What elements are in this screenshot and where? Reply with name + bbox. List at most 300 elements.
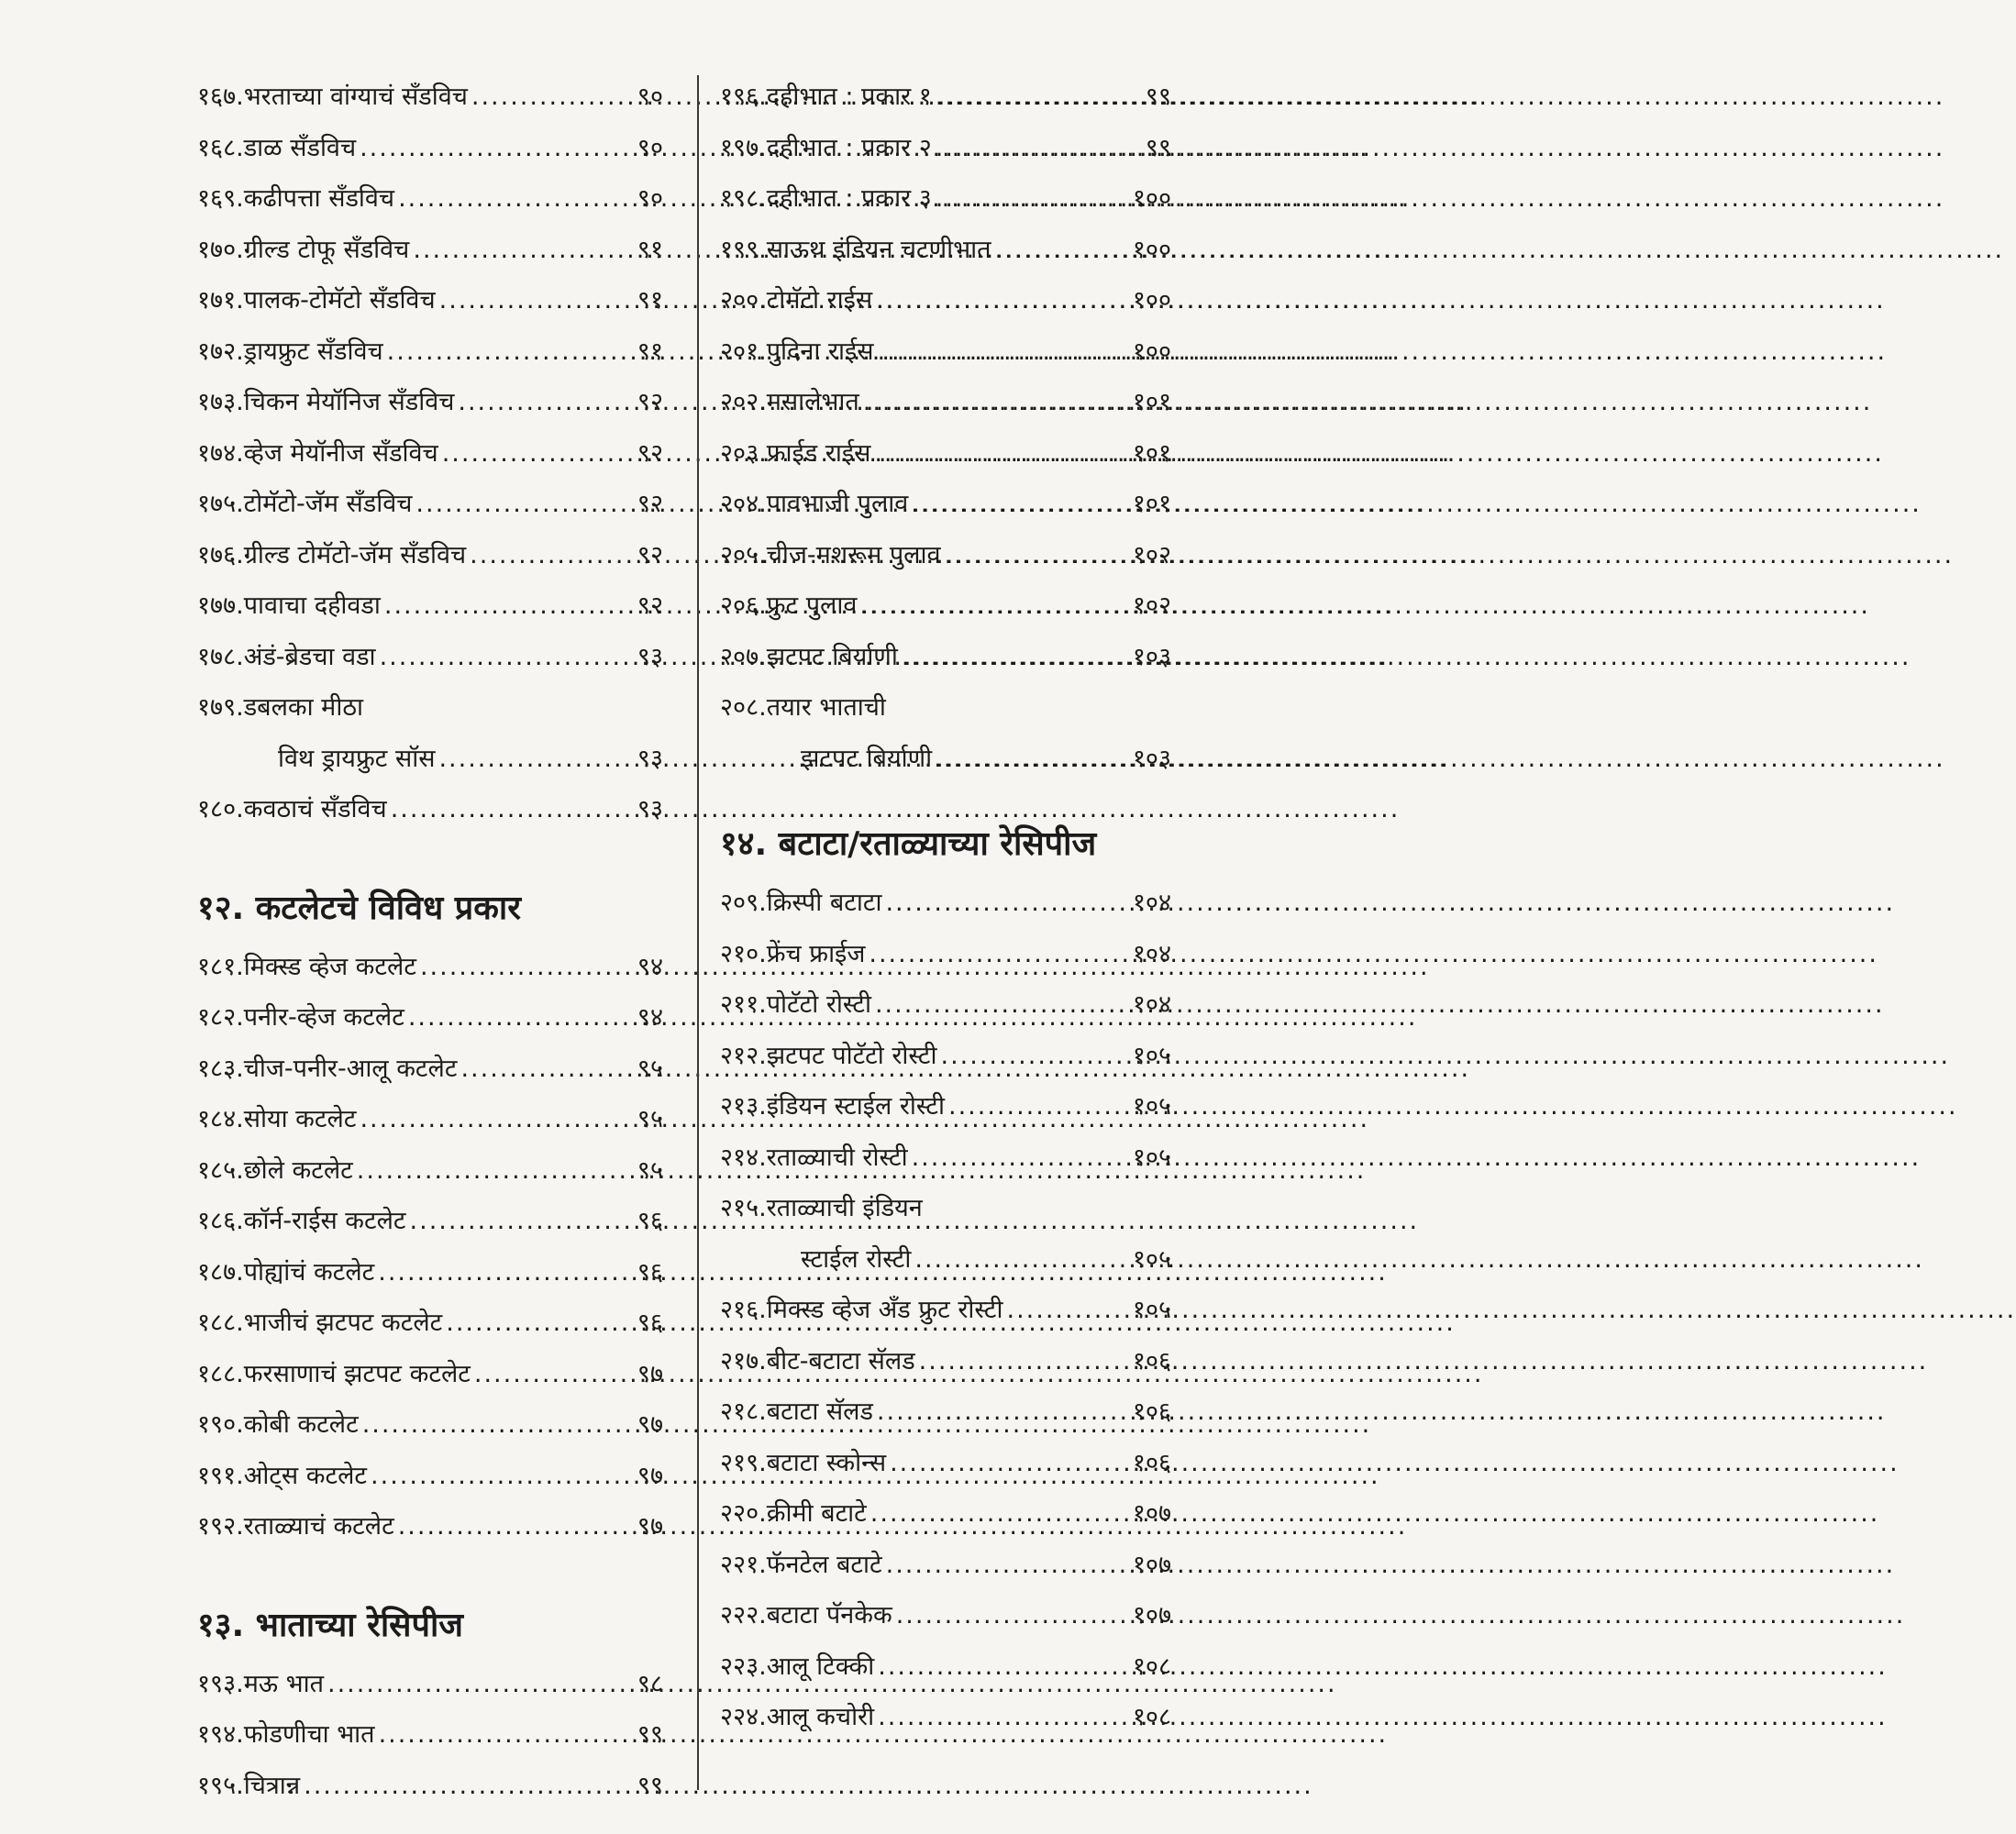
entry-number: २०१. (720, 337, 767, 366)
toc-entry (197, 479, 663, 530)
entry-page: ९२ (637, 438, 663, 468)
entry-page: १०५ (1132, 1244, 1171, 1274)
leader-dots (936, 734, 1129, 785)
toc-list (720, 878, 1171, 1183)
entry-title: फ्रेंच फ्राईज (766, 939, 866, 968)
toc-entry (197, 580, 663, 632)
entry-page: ९३ (637, 795, 663, 823)
toc-entry (720, 682, 1171, 734)
toc-entry (197, 225, 663, 276)
entry-title: चित्रान्न (243, 1771, 301, 1800)
entry-number: १७०. (197, 235, 244, 264)
leader-dots (995, 225, 1129, 276)
entry-page: १०८ (1132, 1703, 1171, 1731)
entry-title: फोडणीचा भात (243, 1720, 375, 1749)
entry-title: दहीभात : प्रकार १ (766, 83, 932, 111)
leader-dots (863, 377, 1129, 428)
entry-page: १०५ (1132, 1143, 1171, 1172)
entry-page: १०८ (1132, 1652, 1171, 1681)
leader-dots (415, 479, 634, 530)
entry-title: मिक्स्ड व्हेज कटलेट (243, 952, 416, 981)
toc-entry (720, 326, 1171, 378)
toc-entry (197, 72, 663, 123)
toc-entry (720, 1692, 1171, 1743)
entry-page: ९६ (637, 1257, 663, 1287)
entry-title: ग्रील्ड टोफू सँडविच (243, 235, 410, 264)
leader-dots (878, 1641, 1129, 1693)
entry-title: मऊ भात (243, 1669, 324, 1698)
entry-number: २१९. (720, 1448, 767, 1477)
entry-title: रताळ्याचं कटलेट (243, 1512, 394, 1541)
entry-title: मसालेभात (766, 388, 859, 416)
entry-page: ९५ (637, 1105, 663, 1133)
leader-dots (387, 326, 634, 378)
entry-title: झटपट पोटॅटो रोस्टी (766, 1041, 937, 1070)
entry-number: २१८. (720, 1398, 767, 1426)
entry-title: चीज-पनीर-आलू कटलेट (243, 1054, 458, 1083)
entry-page: १०० (1132, 337, 1171, 366)
entry-page: ९६ (637, 1207, 663, 1235)
toc-entry (720, 72, 1171, 123)
leader-dots (1007, 1285, 1129, 1336)
toc-entry (197, 1247, 663, 1298)
leader-dots (398, 173, 634, 225)
entry-title: फॅनटेल बटाटे (766, 1550, 882, 1579)
entry-page: १०६ (1132, 1346, 1171, 1376)
entry-page: १०७ (1132, 1601, 1171, 1630)
entry-number: १८८. (197, 1359, 244, 1388)
entry-number: २०९. (720, 889, 767, 917)
toc-entry (197, 942, 663, 993)
entry-number: २१४. (720, 1143, 767, 1172)
toc-entry (197, 682, 663, 734)
entry-title: फ्रुट पुलाव (766, 591, 858, 620)
entry-page: १०५ (1132, 1296, 1171, 1324)
entry-page: १०० (1132, 235, 1171, 264)
toc-entry (720, 580, 1171, 632)
entry-title: बटाटा सॅलड (766, 1398, 873, 1426)
entry-number: २११. (720, 990, 767, 1019)
leader-dots (936, 123, 1142, 174)
leader-dots (391, 784, 634, 835)
entry-title: कॉर्न-राईस कटलेट (243, 1207, 406, 1235)
entry-number: १९२. (197, 1512, 244, 1541)
toc-entry (197, 1761, 663, 1812)
entry-page: ९६ (637, 1309, 663, 1337)
toc-list (720, 72, 1171, 682)
leader-dots (874, 428, 1129, 480)
toc-entry (197, 1709, 663, 1761)
entry-page: ९१ (637, 235, 663, 264)
entry-number: २०५. (720, 540, 767, 569)
toc-list (197, 942, 663, 1552)
section-heading: १३. भाताच्या रेसिपीज (197, 1606, 463, 1644)
toc-entry (720, 1488, 1171, 1540)
entry-number: २००. (720, 286, 767, 315)
toc-list (720, 1285, 1171, 1743)
entry-page: ९७ (637, 1410, 663, 1439)
entry-title: रताळ्याची रोस्टी (766, 1143, 908, 1172)
entry-number: १९४. (197, 1720, 244, 1749)
entry-page: १०२ (1132, 540, 1171, 569)
entry-number: २२१. (720, 1550, 767, 1579)
entry-title: टोमॅटो-जॅम सँडविच (243, 490, 413, 518)
leader-dots (398, 1501, 634, 1552)
entry-number: १८८. (197, 1309, 244, 1337)
entry-page: ९२ (637, 490, 663, 518)
entry-number: २०२. (720, 388, 767, 416)
toc-entry (197, 1145, 663, 1197)
toc-entry (197, 992, 663, 1044)
toc-entry (720, 1336, 1171, 1387)
entry-page: १०० (1132, 184, 1171, 213)
toc-entry (720, 1132, 1171, 1184)
entry-page: ९५ (637, 1155, 663, 1185)
entry-title: फरसाणाचं झटपट कटलेट (243, 1359, 471, 1388)
leader-dots (896, 1590, 1129, 1641)
leader-dots (885, 878, 1128, 929)
entry-title: बटाटा स्कोन्स (766, 1448, 887, 1477)
entry-title: आलू कचोरी (766, 1703, 875, 1731)
entry-page: ९९ (1145, 133, 1171, 162)
entry-title: स्टाईल रोस्टी (801, 1244, 912, 1274)
toc-entry (720, 1285, 1171, 1336)
entry-number: २१३. (720, 1092, 767, 1121)
entry-number: १९८. (720, 184, 767, 213)
leader-dots (870, 1488, 1129, 1540)
entry-number: १८४. (197, 1105, 244, 1133)
entry-page: १०३ (1132, 642, 1171, 671)
leader-dots (470, 530, 634, 581)
entry-title: तयार भाताची (766, 693, 886, 722)
entry-number: २१७. (720, 1346, 767, 1376)
toc-entry (720, 878, 1171, 929)
entry-title: चीज-मशरूम पुलाव (766, 540, 941, 569)
entry-page: ९१ (637, 286, 663, 315)
entry-number: २१५. (720, 1194, 767, 1222)
toc-list (197, 1659, 663, 1812)
toc-entry (720, 1031, 1171, 1082)
left-column (197, 72, 663, 1811)
leader-dots (360, 123, 634, 174)
entry-title: पावभाजी पुलाव (766, 490, 909, 518)
entry-page: १०५ (1132, 1092, 1171, 1121)
toc-entry (197, 784, 663, 835)
entry-page: ९९ (637, 1720, 663, 1749)
leader-dots (384, 580, 634, 632)
entry-title: पुदिना राईस (766, 337, 874, 366)
entry-number: १८२. (197, 1003, 244, 1032)
leader-dots (442, 428, 634, 480)
toc-list (197, 72, 663, 682)
leader-dots (875, 979, 1129, 1031)
toc-entry (197, 1196, 663, 1247)
toc-entry (720, 1387, 1171, 1438)
leader-dots (936, 72, 1142, 123)
leader-dots (941, 1031, 1129, 1082)
entry-page: १०५ (1132, 1041, 1171, 1070)
entry-page: १०१ (1132, 388, 1171, 416)
entry-number: १६९. (197, 184, 244, 213)
leader-dots (914, 1234, 1128, 1286)
leader-dots (869, 929, 1129, 980)
section-heading: १४. बटाटा/रताळ्याच्या रेसिपीज (720, 825, 1097, 863)
toc-entry (720, 173, 1171, 225)
leader-dots (458, 377, 634, 428)
entry-title: डबलका मीठा (243, 693, 364, 722)
entry-page: १०७ (1132, 1550, 1171, 1579)
entry-title: भरताच्या वांग्याचं सँडविच (243, 83, 468, 111)
toc-entry (720, 1590, 1171, 1641)
toc-entry (720, 1641, 1171, 1693)
entry-title: साऊथ इंडियन चटणीभात (766, 235, 991, 264)
toc-entry (197, 1044, 663, 1095)
entry-title: पालक-टोमॅटो सँडविच (243, 286, 436, 315)
entry-number: १७३. (197, 388, 244, 416)
entry-page: ९० (637, 133, 663, 162)
leader-dots (408, 992, 634, 1044)
toc-entry (720, 1540, 1171, 1591)
entry-page: ९१ (637, 337, 663, 366)
leader-dots (420, 942, 634, 993)
entry-number: १८०. (197, 795, 244, 823)
entry-title: झटपट बिर्याणी (801, 744, 933, 773)
leader-dots (944, 530, 1128, 581)
toc-entry (197, 530, 663, 581)
leader-dots (446, 1298, 634, 1349)
leader-dots (877, 1387, 1129, 1438)
toc-entry (197, 326, 663, 378)
entry-title: मिक्स्ड व्हेज अँड फ्रुट रोस्टी (766, 1296, 1003, 1324)
leader-dots (886, 1540, 1129, 1591)
toc-entry (720, 929, 1171, 980)
toc-entry (197, 1094, 663, 1145)
entry-title: कढीपत्ता सँडविच (243, 184, 395, 213)
toc-entry (197, 123, 663, 174)
entry-number: २२०. (720, 1499, 767, 1528)
entry-title: पोटॅटो रोस्टी (766, 990, 871, 1019)
entry-title: सोया कटलेट (243, 1105, 357, 1133)
entry-title: पावाचा दहीवडा (243, 591, 381, 620)
entry-page: १०६ (1132, 1448, 1171, 1477)
entry-number: १७८. (197, 642, 244, 671)
entry-page: ९५ (637, 1054, 663, 1083)
entry-page: ९७ (637, 1461, 663, 1490)
toc-entry (720, 632, 1171, 683)
toc-entry (720, 979, 1171, 1031)
entry-title: कवठाचं सँडविच (243, 795, 387, 823)
toc-entry (720, 377, 1171, 428)
entry-page: ९९ (1145, 83, 1171, 111)
entry-title: ग्रील्ड टोमॅटो-जॅम सँडविच (243, 540, 467, 569)
entry-page: १०६ (1132, 1398, 1171, 1426)
toc-entry (720, 275, 1171, 326)
leader-dots (902, 632, 1129, 683)
entry-title: भाजीचं झटपट कटलेट (243, 1309, 443, 1337)
toc-entry (720, 530, 1171, 581)
toc-entry (197, 275, 663, 326)
leader-dots (410, 1196, 634, 1247)
toc-entry (720, 1081, 1171, 1132)
toc-entry (197, 1298, 663, 1349)
entry-number: १९६. (720, 83, 767, 111)
entry-title: आलू टिक्की (766, 1652, 875, 1681)
entry-title: दहीभात : प्रकार ३ (766, 184, 932, 213)
entry-number: २०६. (720, 591, 767, 620)
leader-dots (860, 580, 1129, 632)
leader-dots (936, 173, 1129, 225)
entry-number: १८१. (197, 952, 244, 981)
entry-page: ९२ (637, 591, 663, 620)
leader-dots (474, 1349, 634, 1400)
entry-page: ९३ (637, 642, 663, 671)
entry-number: १७९. (197, 693, 244, 722)
leader-dots (357, 1145, 634, 1197)
entry-page: ९० (637, 83, 663, 111)
toc-entry (720, 734, 1171, 785)
leader-dots (912, 479, 1129, 530)
entry-page: ९४ (637, 1003, 663, 1032)
leader-dots (460, 1044, 633, 1095)
leader-dots (379, 1709, 634, 1761)
leader-dots (877, 326, 1128, 378)
entry-number: १८५. (197, 1155, 244, 1185)
entry-title: डाळ सँडविच (243, 133, 357, 162)
toc-entry (197, 734, 663, 785)
leader-dots (912, 1132, 1129, 1184)
entry-number: १९०. (197, 1410, 244, 1439)
entry-title: इंडियन स्टाईल रोस्टी (766, 1092, 946, 1121)
leader-dots (878, 1692, 1129, 1743)
section-heading: १२. कटलेटचे विविध प्रकार (197, 889, 521, 927)
toc-entry (720, 479, 1171, 530)
right-column (720, 72, 1171, 1743)
leader-dots (876, 275, 1129, 326)
entry-page: १०४ (1132, 990, 1171, 1019)
entry-title: कोबी कटलेट (243, 1410, 359, 1439)
entry-page: ९३ (637, 744, 663, 773)
entry-title: क्रिस्पी बटाटा (766, 889, 882, 917)
toc-entry (720, 1183, 1171, 1234)
entry-title: झटपट बिर्याणी (766, 642, 898, 671)
entry-number: १७१. (197, 286, 244, 315)
entry-title: बटाटा पॅनकेक (766, 1601, 892, 1630)
entry-page: १०० (1132, 286, 1171, 315)
entry-title: पोह्यांचं कटलेट (243, 1257, 375, 1287)
entry-number: १८६. (197, 1207, 244, 1235)
toc-entry (197, 173, 663, 225)
entry-number: २०८. (720, 693, 767, 722)
entry-page: १०२ (1132, 591, 1171, 620)
entry-page: १०१ (1132, 438, 1171, 468)
entry-number: १७६. (197, 540, 244, 569)
entry-number: १९१. (197, 1461, 244, 1490)
entry-number: १९५. (197, 1771, 244, 1800)
entry-page: १०७ (1132, 1499, 1171, 1528)
entry-number: २०३. (720, 438, 767, 468)
entry-number: १६८. (197, 133, 244, 162)
entry-number: २२४. (720, 1703, 767, 1731)
entry-page: ९४ (637, 952, 663, 981)
leader-dots (890, 1438, 1129, 1489)
entry-page: १०४ (1132, 889, 1171, 917)
column-divider (697, 75, 699, 1790)
leader-dots (327, 1659, 634, 1710)
entry-page: ९२ (637, 540, 663, 569)
entry-title: क्रीमी बटाटे (766, 1499, 867, 1528)
entry-page: ९९ (637, 1771, 663, 1800)
toc-entry (720, 1234, 1171, 1286)
entry-title: टोमॅटो राईस (766, 286, 873, 315)
toc-entry (197, 632, 663, 683)
toc-entry (197, 1349, 663, 1400)
entry-number: १९३. (197, 1669, 244, 1698)
entry-title: दहीभात : प्रकार २ (766, 133, 932, 162)
entry-number: २१६. (720, 1296, 767, 1324)
entry-number: १७५. (197, 490, 244, 518)
entry-number: १९७. (720, 133, 767, 162)
leader-dots (360, 1094, 633, 1145)
entry-number: २२२. (720, 1601, 767, 1630)
leader-dots (380, 632, 634, 683)
entry-number: १७७. (197, 591, 244, 620)
entry-page: १०४ (1132, 939, 1171, 968)
leader-dots (304, 1761, 634, 1812)
entry-number: २०७. (720, 642, 767, 671)
entry-number: २१०. (720, 939, 767, 968)
entry-title: ड्रायफ्रुट सँडविच (243, 337, 383, 366)
entry-title: विथ ड्रायफ्रुट सॉस (278, 744, 436, 773)
entry-number: १८७. (197, 1257, 244, 1287)
entry-page: ९७ (637, 1359, 663, 1388)
entry-number: १६७. (197, 83, 244, 111)
toc-entry (720, 225, 1171, 276)
toc-entry (720, 1438, 1171, 1489)
entry-title: व्हेज मेयॉनीज सँडविच (243, 438, 438, 468)
toc-entry (197, 1659, 663, 1710)
toc-entry (720, 123, 1171, 174)
leader-dots (471, 72, 634, 123)
leader-dots (413, 225, 634, 276)
entry-page: ९८ (637, 1669, 663, 1698)
entry-number: २२३. (720, 1652, 767, 1681)
toc-entry (197, 1451, 663, 1502)
toc-entry (720, 428, 1171, 480)
entry-number: १७४. (197, 438, 244, 468)
leader-dots (362, 1399, 634, 1451)
entry-title: बीट-बटाटा सॅलड (766, 1346, 915, 1376)
entry-page: १०१ (1132, 490, 1171, 518)
entry-title: रताळ्याची इंडियन (766, 1194, 923, 1222)
entry-page: ९० (637, 184, 663, 213)
entry-number: २१२. (720, 1041, 767, 1070)
entry-page: ९२ (637, 388, 663, 416)
leader-dots (439, 275, 634, 326)
entry-page: १०३ (1132, 744, 1171, 773)
entry-page: ९७ (637, 1512, 663, 1541)
entry-number: १८३. (197, 1054, 244, 1083)
leader-dots (378, 1247, 634, 1298)
entry-title: छोले कटलेट (243, 1155, 353, 1185)
leader-dots (948, 1081, 1129, 1132)
entry-title: पनीर-व्हेज कटलेट (243, 1003, 404, 1032)
toc-entry (197, 377, 663, 428)
entry-number: २०४. (720, 490, 767, 518)
entry-title: अंडं-ब्रेडचा वडा (243, 642, 376, 671)
leader-dots (371, 1451, 634, 1502)
entry-number: १९९. (720, 235, 767, 264)
entry-title: चिकन मेयॉनिज सँडविच (243, 388, 455, 416)
